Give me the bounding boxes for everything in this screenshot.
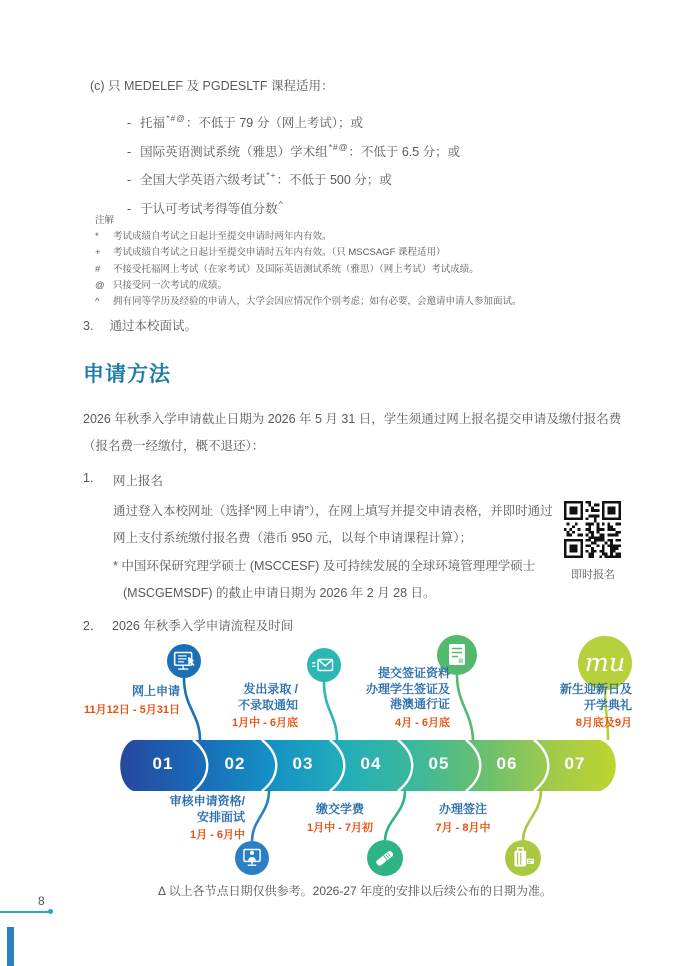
note-marker: + (95, 247, 101, 259)
qr-caption: 即时报名 (571, 569, 615, 581)
bullet-ielts (127, 133, 460, 162)
footer-rule-dot (48, 909, 53, 914)
bullet-rest: ：不低于 6.5 分；或 (348, 144, 461, 159)
online-application-icon (167, 644, 201, 678)
svg-text:mu: mu (584, 648, 626, 679)
step-number-1: 01 (152, 754, 174, 773)
note-asterisk: * (113, 559, 118, 573)
note-marker: * (95, 231, 99, 243)
note-marker: @ (95, 279, 105, 291)
footer-rule (0, 911, 50, 913)
note-text: 中国环保研究理学硕士 (MSCCESF) 及可持续发展的全球环境管理理学硕士 (MSCGEMSDF) 的截止申请日期为 2026 年 2 月 28 日。 (121, 559, 536, 600)
bullet-text: 全国大学英语六级考试 (140, 173, 266, 187)
application-timeline (0, 628, 700, 928)
timeline-stem (252, 791, 269, 841)
step2-number: 2． (83, 619, 103, 633)
luggage-icon (505, 840, 541, 876)
bullet-footnote-marks: *#@ (166, 113, 186, 123)
event-label-endorsement: 办理签注 7月 - 8月中 (435, 802, 491, 834)
event-label-orientation: 新生迎新日及 开学典礼 8月底及9月 (559, 682, 632, 729)
note-row (95, 294, 522, 310)
page-edge-bar (7, 927, 14, 966)
step-number-6: 06 (496, 754, 518, 773)
event-label-offer-notice: 发出录取 / 不录取通知 1月中 - 6月底 (231, 682, 298, 729)
bullet-text: 国际英语测试系统（雅思）学术组 (140, 144, 328, 159)
clause-c-intro: (c) 只 MEDELEF 及 PGDESLTF 课程适用： (90, 79, 334, 93)
note-marker: ^ (95, 296, 100, 308)
bullet-footnote-marks: *+ (266, 170, 277, 180)
note-row (95, 229, 522, 245)
handshake-icon (367, 840, 403, 876)
timeline-footnote: Δ 以上各节点日期仅供参考。2026-27 年度的安排以后续公布的日期为准。 (157, 884, 553, 898)
step-number-3: 03 (292, 754, 314, 773)
item-number: 3. (83, 319, 94, 333)
step1-number: 1. (83, 471, 94, 485)
step-number-2: 02 (224, 754, 246, 773)
suitcase-glyph (505, 840, 541, 876)
apply-intro-paragraph: 2026 年秋季入学申请截止日期为 2026 年 5 月 31 日，学生须通过网上报名提交申请及缴付报名费（报名费一经缴付，概不退还）： (83, 412, 622, 453)
step-number-7: 07 (564, 754, 586, 773)
timeline-stem (457, 675, 473, 740)
step-number-5: 05 (428, 754, 450, 773)
bullet-rest: ：不低于 79 分（网上考试）；或 (185, 116, 363, 130)
monitor-click-glyph (167, 644, 201, 678)
event-label-online-apply: 网上申请 11月12日 - 5月31日 (84, 684, 180, 716)
bullet-dash: - (127, 173, 132, 187)
step2-title: 2026 年秋季入学申请流程及时间 (112, 619, 294, 633)
qr-code-svg (564, 501, 621, 558)
bullet-footnote-marks: *#@ (328, 141, 349, 152)
note-marker: # (95, 263, 101, 275)
bullet-cet6 (127, 161, 460, 190)
note-text: 拥有同等学历及经验的申请人，大学会因应情况作个别考虑；如有必要，会邀请申请人参加面试。 (113, 296, 522, 308)
note-text: 不接受托福网上考试（在家考试）及国际英语测试系统（雅思）（网上考试）考试成绩。 (113, 263, 479, 275)
bullet-rest: ：不低于 500 分；或 (276, 173, 392, 187)
clause-c-bullet-list (127, 104, 460, 218)
step1-note (113, 553, 575, 607)
item-text: 通过本校面试。 (109, 319, 197, 333)
video-interview-icon (235, 841, 269, 875)
note-text: 考试成绩自考试之日起计至提交申请时五年内有效。（只 MSCSAGF 课程适用） (113, 247, 446, 259)
note-row (95, 262, 522, 278)
note-text: 考试成绩自考试之日起计至提交申请时两年内有效。 (113, 231, 332, 243)
note-row (95, 245, 522, 261)
monitor-person-glyph (235, 841, 269, 875)
bullet-toefl (127, 104, 460, 133)
event-label-tuition: 缴交学费 1月中 - 7月初 (306, 802, 373, 834)
page-title: 申请方法 (83, 363, 171, 386)
page-number: 8 (38, 894, 45, 908)
handshake-glyph (367, 840, 403, 876)
event-label-visa-submit: 提交签证资料 办理学生签证及 港澳通行证 4月 - 6月底 (365, 666, 450, 729)
bullet-dash: - (127, 201, 132, 216)
timeline-stem (523, 791, 541, 840)
step1-paragraph: 通过登入本校网址（选择“网上申请”），在网上填写并提交申请表格，并即时通过网上支付系统缴付报名费（港币 950 元，以每个申请课程计算）； (113, 504, 553, 545)
qr-code (564, 501, 621, 558)
bullet-text: 托福 (140, 116, 166, 130)
list-item-interview (83, 316, 197, 334)
step1-title: 网上报名 (113, 474, 164, 488)
notes-block (95, 213, 522, 310)
bullet-dash: - (127, 116, 132, 130)
event-label-review: 审核申请资格/ 安排面试 1月 - 6月中 (169, 794, 245, 841)
step-number-4: 04 (360, 754, 382, 773)
note-text: 只接受同一次考试的成绩。 (113, 279, 228, 291)
notes-title: 注解 (95, 215, 115, 226)
bullet-footnote-marks: ^ (278, 198, 284, 209)
note-row (95, 278, 522, 294)
bullet-dash: - (127, 144, 132, 159)
bullet-text: 于认可考试考得等值分数 (140, 201, 278, 216)
